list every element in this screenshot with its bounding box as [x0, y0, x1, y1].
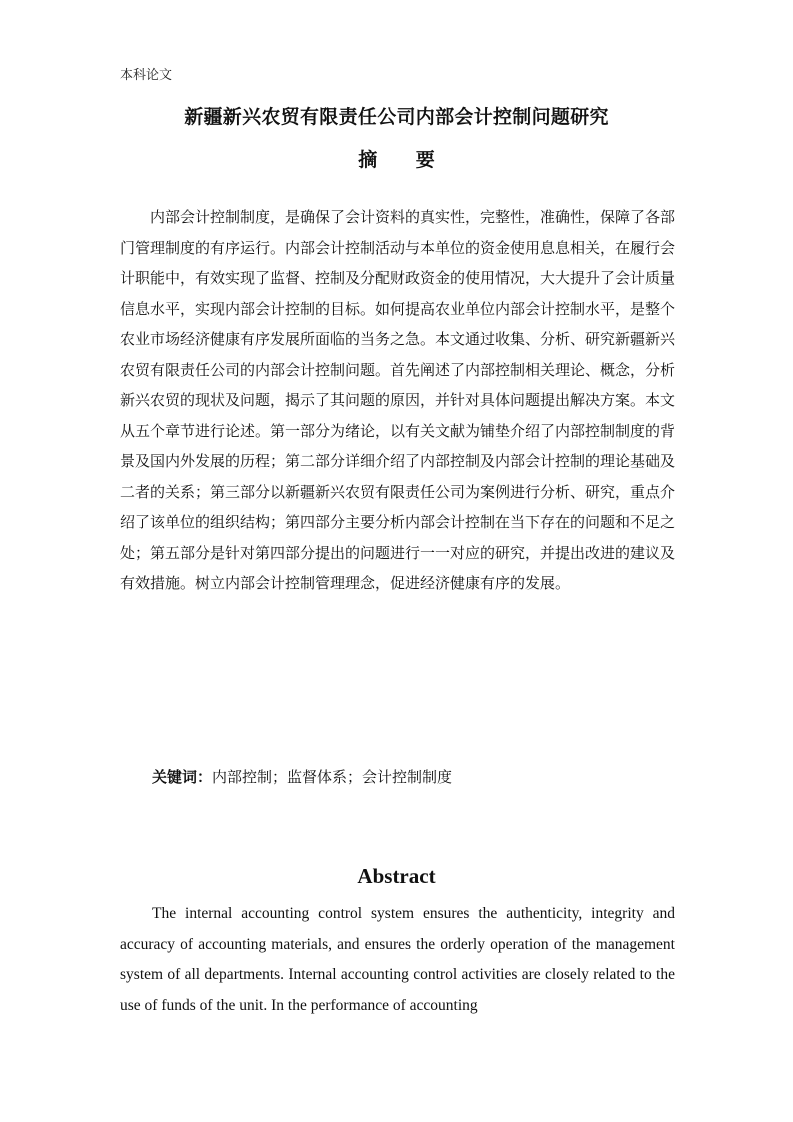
paper-title: 新疆新兴农贸有限责任公司内部会计控制问题研究 — [184, 106, 609, 128]
keywords-value: 内部控制；监督体系；会计控制制度 — [212, 768, 453, 786]
abstract-cn-body: 内部会计控制制度，是确保了会计资料的真实性，完整性，准确性，保障了各部门管理制度的有序运行。内部会计控制活动与本单位的资金使用息息相关，在履行会计职能中，有效实现了监督、控制及分配财政资金的使用情况，大大提升了会计质量信息水平，实现内部会计控制的目标。如何提高农业单位内部会计控制水平，是整个农业市场经济健康有序发展所面临的当务之急。本文通过收集、分析、研究新疆新兴农贸有限责任公司的内部会计控制问题。首先阐述了内部控制相关理论、概念，分析新兴农贸的现状及问题，揭示了其问题的原因，并针对具体问题提出解决方案。本文从五个章节进行论述。第一部分为绪论，以有关文献为铺垫介绍了内部控制制度的背景及国内外发展的历程；第二部分详细介绍了内部控制及内部会计控制的理论基础及二者的关系；第三部分以新疆新兴农贸有限责任公司为案例进行分析、研究，重点介绍了该单位的组织结构；第四部分主要分析内部会计控制在当下存在的问题和不足之处；第五部分是针对第四部分提出的问题进行一一对应的研究，并提出改进的建议及有效措施。树立内部会计控制管理理念，促进经济健康有序的发展。 — [120, 208, 676, 592]
keywords-label: 关键词： — [152, 768, 213, 786]
abstract-en-heading: Abstract — [357, 864, 436, 888]
running-header: 本科论文 — [120, 68, 173, 83]
abstract-en-body: The internal accounting control system ensures the authenticity, integrity and accuracy of accounting materials, and ensures the orderly operation of the management system of all departments. Internal accounting control activities are closely related to the use of funds of the unit. In the performance of accounting — [120, 905, 675, 1014]
keywords-line — [152, 766, 452, 787]
abstract-cn-heading: 摘 要 — [358, 149, 451, 171]
